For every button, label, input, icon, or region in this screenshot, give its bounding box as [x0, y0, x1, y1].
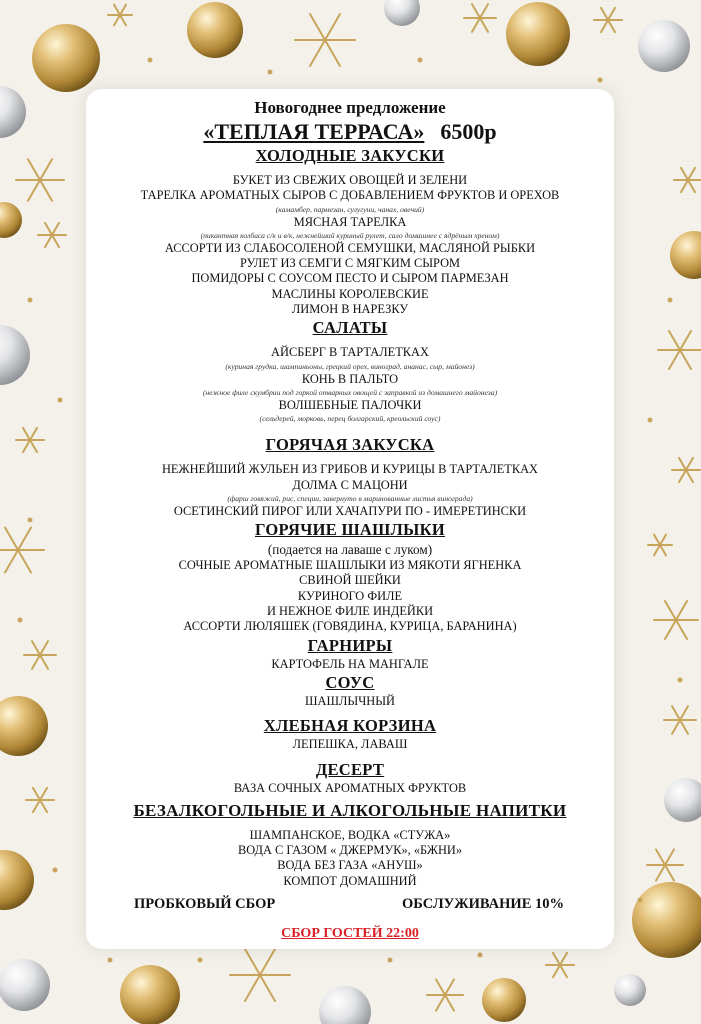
gold-sparkle — [108, 958, 113, 963]
section-title-dessert: ДЕСЕРТ — [315, 759, 385, 779]
section-title-salads: САЛАТЫ — [312, 318, 388, 338]
offer-intro: Новогоднее предложение — [254, 98, 446, 117]
menu-item: ШАШЛЫЧНЫЙ — [305, 693, 395, 708]
gold-sparkle — [638, 898, 643, 903]
menu-item: ШАМПАНСКОЕ, ВОДКА «СТУЖА» — [249, 827, 451, 842]
footer-row — [86, 893, 614, 915]
gold-ornament-ball — [32, 24, 100, 92]
menu-item: ТАРЕЛКА АРОМАТНЫХ СЫРОВ С ДОБАВЛЕНИЕМ ФРУКТОВ И ОРЕХОВ — [140, 188, 560, 203]
gold-sparkle — [598, 78, 603, 83]
item-note: (камамбер, пармезан, сулугуни, чанах, овечий) — [275, 204, 425, 214]
snowflake-icon — [38, 223, 66, 247]
corkage-fee: ПРОБКОВЫЙ СБОР — [134, 896, 276, 913]
menu-item: ПОМИДОРЫ С СОУСОМ ПЕСТО И СЫРОМ ПАРМЕЗАН — [191, 271, 509, 286]
item-note: (сельдерей, морковь, перец болгарский, креольский соус) — [259, 414, 441, 424]
section-title-sauce: СОУС — [325, 672, 375, 692]
gold-sparkle — [418, 58, 423, 63]
menu-item: ОСЕТИНСКИЙ ПИРОГ ИЛИ ХАЧАПУРИ ПО - ИМЕРЕТИНСКИ — [173, 503, 527, 518]
silver-ornament-ball — [384, 0, 420, 26]
gold-sparkle — [648, 418, 653, 423]
menu-item: МЯСНАЯ ТАРЕЛКА — [293, 214, 407, 229]
silver-ornament-ball — [0, 959, 50, 1011]
menu-item: ВОЛШЕБНЫЕ ПАЛОЧКИ — [278, 397, 422, 412]
menu-item: АССОРТИ ЛЮЛЯШЕК (ГОВЯДИНА, КУРИЦА, БАРАНИНА) — [183, 619, 517, 634]
menu-item: И НЕЖНОЕ ФИЛЕ ИНДЕЙКИ — [266, 604, 434, 619]
snowflake-icon — [230, 949, 290, 1001]
menu-item: ЛИМОН В НАРЕЗКУ — [291, 302, 409, 317]
menu-item: КОНЬ В ПАЛЬТО — [301, 371, 399, 386]
silver-ornament-ball — [638, 20, 690, 72]
snowflake-icon — [427, 979, 463, 1010]
menu-item: МАСЛИНЫ КОРОЛЕВСКИЕ — [271, 286, 429, 301]
snowflake-icon — [295, 14, 355, 66]
gold-ornament-ball — [120, 965, 180, 1024]
gold-ornament-ball — [0, 850, 34, 910]
gold-sparkle — [28, 298, 33, 303]
guest-arrival-time: СБОР ГОСТЕЙ 22:00 — [281, 926, 419, 942]
gold-sparkle — [28, 518, 33, 523]
shashlik-subtitle: (подается на лаваше с луком) — [267, 542, 433, 558]
gold-sparkle — [478, 953, 483, 958]
menu-item: КОМПОТ ДОМАШНИЙ — [283, 873, 417, 888]
gold-sparkle — [58, 398, 63, 403]
section-title-cold: ХОЛОДНЫЕ ЗАКУСКИ — [255, 146, 445, 165]
section-title-shashlik: ГОРЯЧИЕ ШАШЛЫКИ — [254, 520, 446, 540]
menu-item: АЙСБЕРГ В ТАРТАЛЕТКАХ — [271, 345, 429, 360]
menu-item: ВАЗА СОЧНЫХ АРОМАТНЫХ ФРУКТОВ — [233, 780, 467, 795]
snowflake-icon — [672, 458, 700, 482]
menu-item: КУРИНОГО ФИЛЕ — [297, 588, 403, 603]
snowflake-icon — [24, 641, 56, 669]
gold-sparkle — [668, 298, 673, 303]
gold-ornament-ball — [187, 2, 243, 58]
gold-sparkle — [388, 958, 393, 963]
silver-ornament-ball — [319, 986, 371, 1024]
gold-ornament-ball — [506, 2, 570, 66]
menu-item: ВОДА С ГАЗОМ « ДЖЕРМУК», «БЖНИ» — [237, 843, 463, 858]
section-title-garnish: ГАРНИРЫ — [307, 635, 393, 655]
snowflake-icon — [464, 4, 496, 32]
offer-title: «ТЕПЛАЯ ТЕРРАСА» — [203, 119, 425, 144]
menu-item: ВОДА БЕЗ ГАЗА «АНУШ» — [277, 858, 423, 873]
snowflake-icon — [16, 159, 64, 201]
item-note: (фарш говяжий, рис, специи, завернуто в маринованные листья винограда) — [227, 493, 473, 503]
offer-price: 6500р — [440, 119, 497, 144]
menu-item: ДОЛМА С МАЦОНИ — [292, 477, 408, 492]
silver-ornament-ball — [0, 86, 26, 138]
menu-item: ЛЕПЕШКА, ЛАВАШ — [292, 737, 408, 752]
item-note: (куриная грудка, шампиньоны, грецкий орех, виноград, ананас, сыр, майонез) — [225, 361, 475, 371]
gold-ornament-ball — [632, 882, 701, 958]
menu-content — [86, 97, 614, 945]
gold-sparkle — [198, 958, 203, 963]
menu-item: СОЧНЫЕ АРОМАТНЫЕ ШАШЛЫКИ ИЗ МЯКОТИ ЯГНЕНКА — [178, 558, 522, 573]
snowflake-icon — [16, 428, 44, 452]
snowflake-icon — [108, 5, 132, 26]
snowflake-icon — [664, 706, 696, 734]
menu-item: АССОРТИ ИЗ СЛАБОСОЛЕНОЙ СЕМУШКИ, МАСЛЯНОЙ РЫБКИ — [164, 240, 536, 255]
menu-item: СВИНОЙ ШЕЙКИ — [299, 573, 401, 588]
silver-ornament-ball — [664, 778, 701, 822]
snowflake-icon — [546, 953, 574, 977]
service-charge: ОБСЛУЖИВАНИЕ 10% — [401, 896, 564, 913]
menu-item: РУЛЕТ ИЗ СЕМГИ С МЯГКИМ СЫРОМ — [239, 256, 461, 271]
gold-sparkle — [268, 70, 273, 75]
section-title-hot-starter: ГОРЯЧАЯ ЗАКУСКА — [265, 435, 435, 455]
snowflake-icon — [674, 168, 701, 192]
snowflake-icon — [647, 849, 683, 880]
gold-ornament-ball — [0, 202, 22, 238]
item-note: (пикантная колбаса с/к и в/к, нежнейший куриный рулет, сало домашнее с ядрёным хреном) — [200, 230, 500, 240]
gold-sparkle — [18, 618, 23, 623]
snowflake-icon — [0, 527, 44, 572]
snowflake-icon — [26, 788, 54, 812]
menu-item: КАРТОФЕЛЬ НА МАНГАЛЕ — [271, 656, 429, 671]
gold-ornament-ball — [0, 696, 48, 756]
silver-ornament-ball — [0, 325, 30, 385]
item-note: (нежное филе скумбрии под горкой отварных овощей с заправкой из домашнего майонеза) — [202, 387, 498, 397]
snowflake-icon — [658, 331, 701, 369]
menu-item: НЕЖНЕЙШИЙ ЖУЛЬЕН ИЗ ГРИБОВ И КУРИЦЫ В ТАРТАЛЕТКАХ — [161, 462, 539, 477]
menu-item: БУКЕТ ИЗ СВЕЖИХ ОВОЩЕЙ И ЗЕЛЕНИ — [232, 173, 468, 187]
section-title-drinks: БЕЗАЛКОГОЛЬНЫЕ И АЛКОГОЛЬНЫЕ НАПИТКИ — [133, 800, 567, 820]
gold-ornament-ball — [482, 978, 526, 1022]
snowflake-icon — [594, 8, 622, 32]
snowflake-icon — [654, 601, 698, 639]
gold-ornament-ball — [670, 231, 701, 279]
gold-sparkle — [53, 868, 58, 873]
section-title-bread: ХЛЕБНАЯ КОРЗИНА — [263, 716, 437, 736]
gold-sparkle — [148, 58, 153, 63]
gold-sparkle — [678, 678, 683, 683]
offer-title-line — [86, 119, 614, 145]
snowflake-icon — [648, 535, 672, 556]
silver-ornament-ball — [614, 974, 646, 1006]
